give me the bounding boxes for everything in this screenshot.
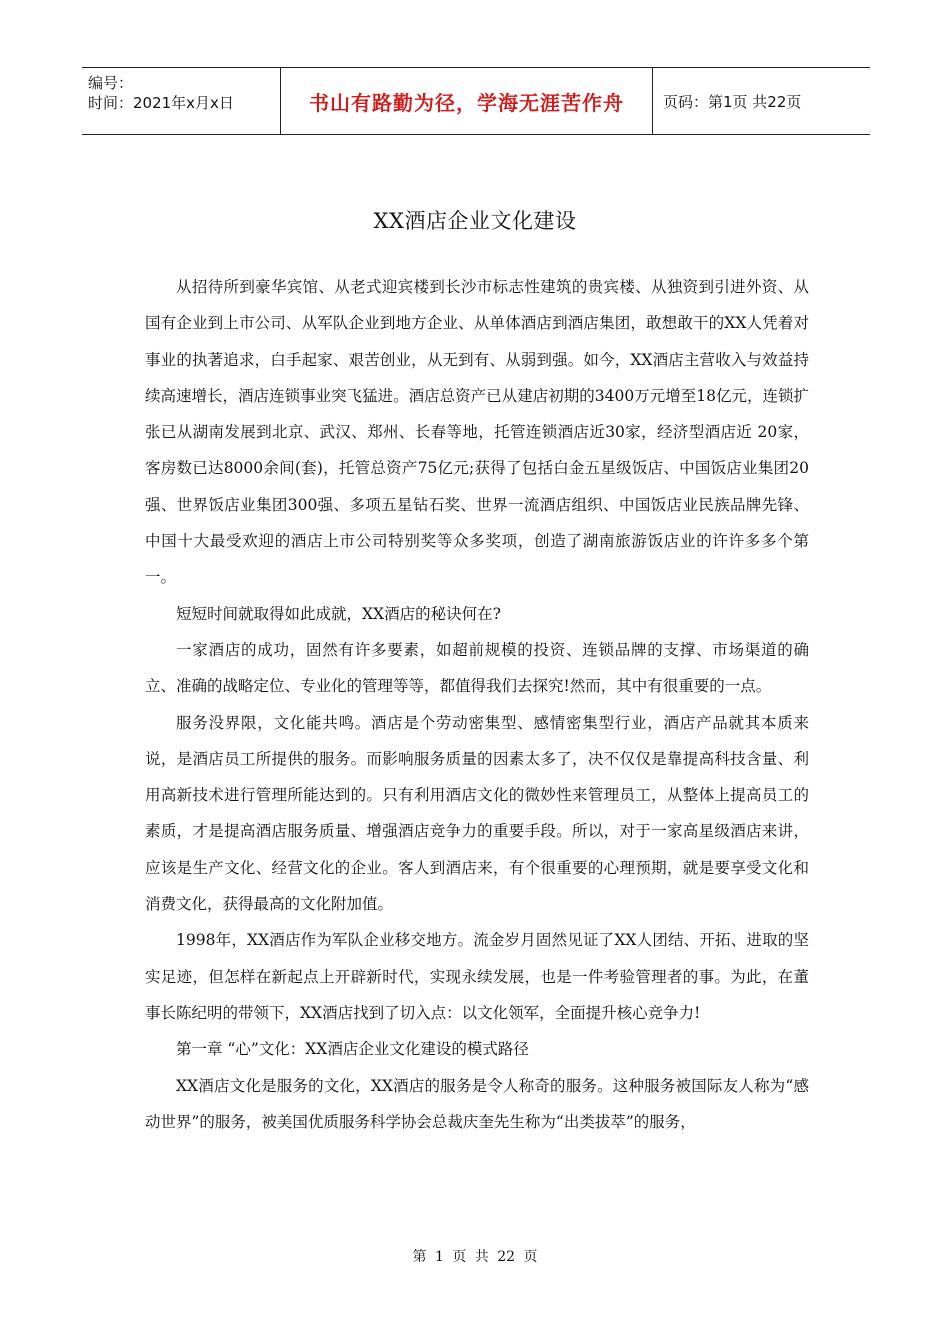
- header-meta-cell: [82, 68, 281, 134]
- paragraph: 短短时间就取得如此成就，XX酒店的秘诀何在?: [176, 604, 501, 623]
- paragraph: 1998年，XX酒店作为军队企业移交地方。流金岁月固然见证了XX人团结、开拓、进取的坚实足迹，但怎样在新起点上开辟新时代，实现永续发展，也是一件考验管理者的事。为此，在董事长陈纪明的带领下，XX酒店找到了切入点：以文化领军，全面提升核心竞争力!: [145, 931, 809, 1022]
- paragraph: 一家酒店的成功，固然有许多要素，如超前规模的投资、连锁品牌的支撑、市场渠道的确立、准确的战略定位、专业化的管理等等，都值得我们去探究!然而，其中有很重要的一点。: [145, 640, 809, 696]
- document-date: 时间：2021年x月x日: [88, 94, 234, 112]
- header-page-cell: [653, 68, 870, 134]
- chapter-heading: 第一章 “心”文化：XX酒店企业文化建设的模式路径: [176, 1040, 529, 1059]
- header-motto-cell: [281, 68, 653, 134]
- header-page-info: 页码：第1页 共22页: [663, 92, 802, 111]
- paragraph: 从招待所到豪华宾馆、从老式迎宾楼到长沙市标志性建筑的贵宾楼、从独资到引进外资、从国有企业到上市公司、从军队企业到地方企业、从单体酒店到酒店集团，敢想敢干的XX人凭着对事业的执著追求，白手起家、艰苦创业，从无到有、从弱到强。如今，XX酒店主营收入与效益持续高速增长，酒店连锁事业突飞猛进。酒店总资产已从建店初期的3400万元增至18亿元，连锁扩张已从湖南发展到北京、武汉、郑州、长春等地，托管连锁酒店近30家，经济型酒店近 20家，客房数已达8000余间(套)，托管总资产75亿元;获得了包括白金五星级饭店、中国饭店业集团20强、世界饭店业集团300强、多项五星钻石奖、世界一流酒店组织、中国饭店业民族品牌先锋、中国十大最受欢迎的酒店上市公司特别奖等众多奖项，创造了湖南旅游饭店业的许许多多个第一。: [145, 278, 809, 587]
- document-title: XX酒店企业文化建设: [373, 209, 577, 233]
- paragraph: XX酒店文化是服务的文化，XX酒店的服务是令人称奇的服务。这种服务被国际友人称为“感动世界”的服务，被美国优质服务科学协会总裁庆奎先生称为“出类拔萃”的服务，: [145, 1076, 809, 1131]
- paragraph: 服务没界限，文化能共鸣。酒店是个劳动密集型、感情密集型行业，酒店产品就其本质来说，是酒店员工所提供的服务。而影响服务质量的因素太多了，决不仅仅是靠提高科技含量、利用高新技术进行管理所能达到的。只有利用酒店文化的微妙性来管理员工，从整体上提高员工的素质，才是提高酒店服务质量、增强酒店竞争力的重要手段。所以，对于一家高星级酒店来讲，应该是生产文化、经营文化的企业。客人到酒店来，有个很重要的心理预期，就是要享受文化和消费文化，获得最高的文化附加值。: [145, 713, 809, 914]
- document-number-label: 编号：: [88, 74, 134, 92]
- document-body: [145, 269, 809, 1140]
- page-footer: 第 1 页 共 22 页: [412, 1249, 538, 1265]
- document-header: [82, 67, 870, 135]
- header-motto: 书山有路勤为径，学海无涯苦作舟: [309, 90, 624, 115]
